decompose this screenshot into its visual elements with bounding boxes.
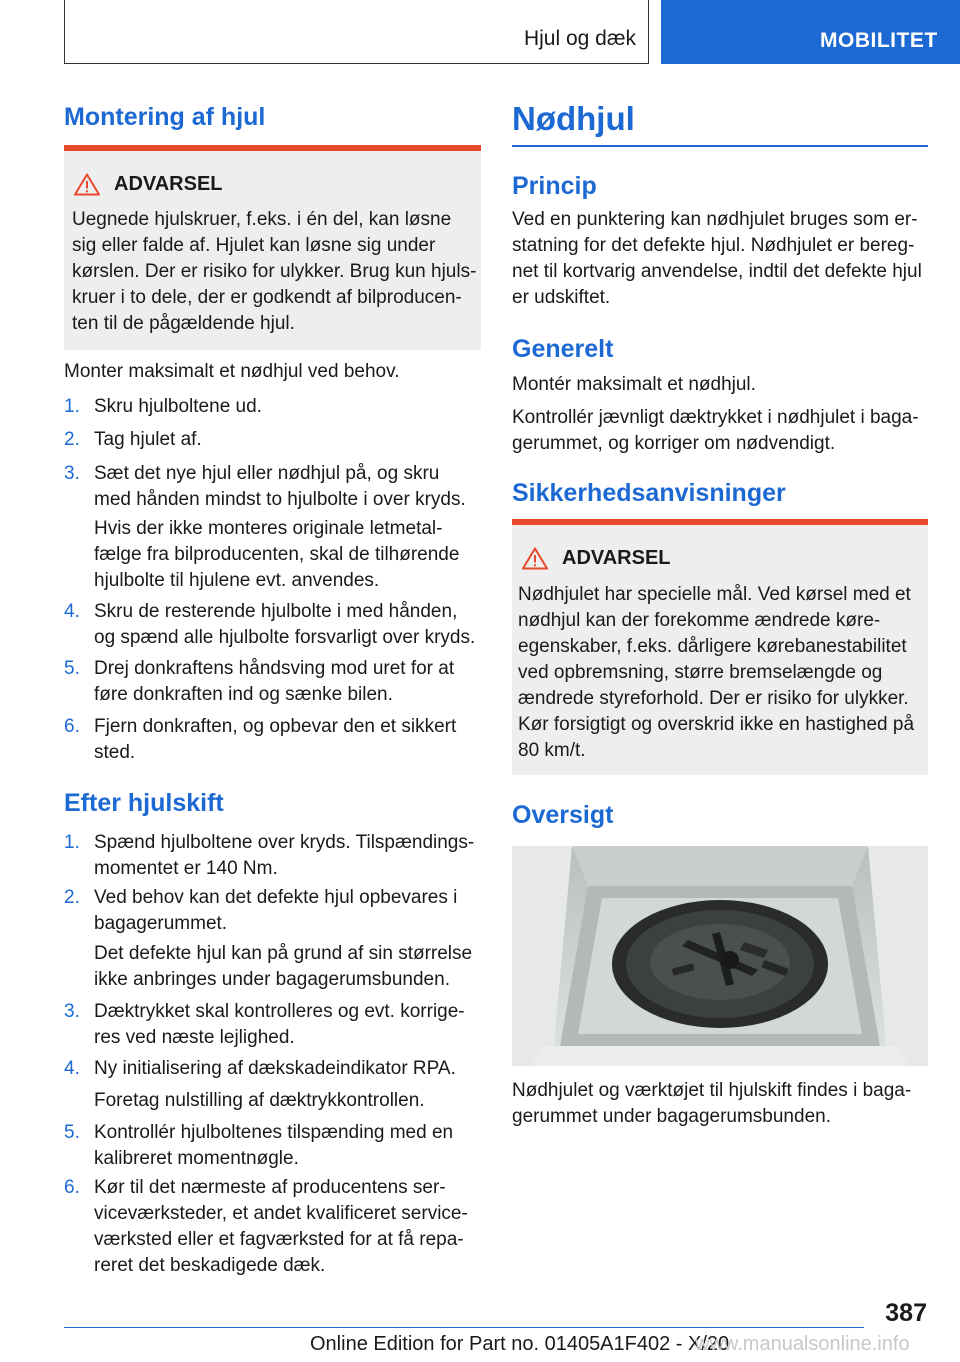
step-line: fælge fra bilproducenten, skal de tilhørende xyxy=(94,544,460,565)
text-line: Ved en punktering kan nødhjulet bruges som er- xyxy=(512,209,918,230)
warning-line: ten til de pågældende hjul. xyxy=(72,313,295,334)
step-line: føre donkraften ind og sænke bilen. xyxy=(94,684,393,705)
step-line: Kontrollér hjulboltenes tilspænding med en xyxy=(94,1122,454,1143)
warning-line: ved opbremsning, større bremselængde og xyxy=(518,662,883,683)
warning-line: kruer i to dele, der er godkendt af bilproducen- xyxy=(72,287,462,308)
warning-line: egenskaber, f.eks. dårligere kørebanestabilitet xyxy=(518,636,907,657)
step-line: Skru de resterende hjulbolte i med hånden, xyxy=(94,601,458,622)
step-number: 4. xyxy=(64,601,80,622)
step-line: værksted eller et fagværksted for at få repa- xyxy=(94,1229,464,1250)
step-line: sted. xyxy=(94,742,136,763)
step-line: momentet er 140 Nm. xyxy=(94,858,278,879)
step-line: Ny initialisering af dækskadeindikator RPA. xyxy=(94,1058,456,1079)
heading-after-wheel-change: Efter hjulskift xyxy=(64,789,224,817)
step-line: res ved næste lejlighed. xyxy=(94,1027,295,1048)
step-number: 1. xyxy=(64,396,80,417)
heading-rule xyxy=(512,145,928,147)
step-line: bagagerummet. xyxy=(94,913,228,934)
text-line: gerummet, og korriger om nødvendigt. xyxy=(512,433,836,454)
step-number: 3. xyxy=(64,463,80,484)
step-line: Hvis der ikke monteres originale letmetal- xyxy=(94,518,443,539)
overview-caption xyxy=(512,1078,928,1130)
footer-rule xyxy=(64,1327,864,1328)
heading-general: Generelt xyxy=(512,335,614,363)
text-line: er udskiftet. xyxy=(512,287,611,308)
step-line: Foretag nulstilling af dæktrykkontrollen. xyxy=(94,1090,425,1111)
step-line: reret det beskadigede dæk. xyxy=(94,1255,326,1276)
step-line: Det defekte hjul kan på grund af sin størrelse xyxy=(94,943,473,964)
step-number: 4. xyxy=(64,1058,80,1079)
step-line: Spænd hjulboltene over kryds. Tilspændings- xyxy=(94,832,475,853)
step-line: Sæt det nye hjul eller nødhjul på, og skru xyxy=(94,463,440,484)
footer-edition: Online Edition for Part no. 01405A1F402 - X/20 xyxy=(310,1333,730,1355)
warning-header xyxy=(74,173,223,196)
step-number: 2. xyxy=(64,429,80,450)
heading-safety: Sikkerhedsanvisninger xyxy=(512,479,786,507)
heading-principle: Princip xyxy=(512,172,597,200)
warning-line: Kør forsigtigt og overskrid ikke en hastighed på xyxy=(518,714,915,735)
general-text-1: Montér maksimalt et nødhjul. xyxy=(512,374,756,395)
step-line: ikke anbringes under bagagerumsbunden. xyxy=(94,969,450,990)
warning-line: Nødhjulet har specielle mål. Ved kørsel med et xyxy=(518,584,911,605)
step-line: Dæktrykket skal kontrolleres og evt. korrige- xyxy=(94,1001,465,1022)
warning-line: ændrede styreforhold. Der er risiko for ulykker. xyxy=(518,688,909,709)
step-number: 3. xyxy=(64,1001,80,1022)
step-number: 1. xyxy=(64,832,80,853)
heading-spare-wheel: Nødhjul xyxy=(512,100,635,137)
warning-header xyxy=(522,547,671,570)
text-line: gerummet under bagagerumsbunden. xyxy=(512,1106,831,1127)
step-line: viceværksteder, et andet kvalificeret service- xyxy=(94,1203,468,1224)
warning-triangle-icon xyxy=(522,547,548,570)
header-title: Hjul og dæk xyxy=(523,27,636,50)
step-line: Skru hjulboltene ud. xyxy=(94,396,262,417)
header-section: MOBILITET xyxy=(820,29,938,52)
text-line: Kontrollér jævnligt dæktrykket i nødhjulet i baga- xyxy=(512,407,919,428)
step-number: 6. xyxy=(64,1177,80,1198)
step-number: 5. xyxy=(64,1122,80,1143)
warning-line: nødhjul kan der forekomme ændrede køre- xyxy=(518,610,881,631)
step-line: hjulbolte til hjulene evt. anvendes. xyxy=(94,570,380,591)
text-line: net til kortvarig anvendelse, indtil det defekte hjul xyxy=(512,261,922,282)
warning-text xyxy=(518,582,924,764)
warning-line: 80 km/t. xyxy=(518,740,586,761)
step-line: og spænd alle hjulbolte forsvarligt over kryds. xyxy=(94,627,476,648)
warning-line: Uegnede hjulskruer, f.eks. i én del, kan løsne xyxy=(72,209,452,230)
heading-mounting: Montering af hjul xyxy=(64,103,266,131)
step-line: Tag hjulet af. xyxy=(94,429,202,450)
spare-wheel-trunk-image xyxy=(512,846,928,1066)
header-title-box xyxy=(64,0,649,64)
step-line: kalibreret momentnøgle. xyxy=(94,1148,299,1169)
page-number: 387 xyxy=(885,1299,927,1327)
general-text-2 xyxy=(512,405,928,457)
step-line: Fjern donkraften, og opbevar den et sikkert xyxy=(94,716,457,737)
warning-text xyxy=(72,207,477,337)
step-line: Drej donkraftens håndsving mod uret for at xyxy=(94,658,455,679)
step-line: Kør til det nærmeste af producentens ser- xyxy=(94,1177,446,1198)
warning-title: ADVARSEL xyxy=(114,173,223,195)
step-number: 6. xyxy=(64,716,80,737)
warning-box-right xyxy=(512,519,928,775)
warning-line: kørslen. Der er risiko for ulykker. Brug kun hjuls- xyxy=(72,261,477,282)
warning-line: sig eller falde af. Hjulet kan løsne sig under xyxy=(72,235,436,256)
principle-text xyxy=(512,207,928,311)
footer-watermark: www.manualsonline.info xyxy=(695,1333,910,1355)
step-number: 2. xyxy=(64,887,80,908)
warning-triangle-icon xyxy=(74,173,100,196)
text-line: Nødhjulet og værktøjet til hjulskift findes i baga- xyxy=(512,1080,912,1101)
step-line: Ved behov kan det defekte hjul opbevares i xyxy=(94,887,458,908)
warning-box-left xyxy=(64,145,481,350)
header-section-tab xyxy=(661,0,960,64)
spare-wheel-illustration xyxy=(512,846,928,1066)
mount-intro: Monter maksimalt et nødhjul ved behov. xyxy=(64,361,400,382)
warning-title: ADVARSEL xyxy=(562,547,671,569)
step-line: med hånden mindst to hjulbolte i over kryds. xyxy=(94,489,466,510)
text-line: statning for det defekte hjul. Nødhjulet er bereg- xyxy=(512,235,915,256)
step-number: 5. xyxy=(64,658,80,679)
heading-overview: Oversigt xyxy=(512,801,614,829)
